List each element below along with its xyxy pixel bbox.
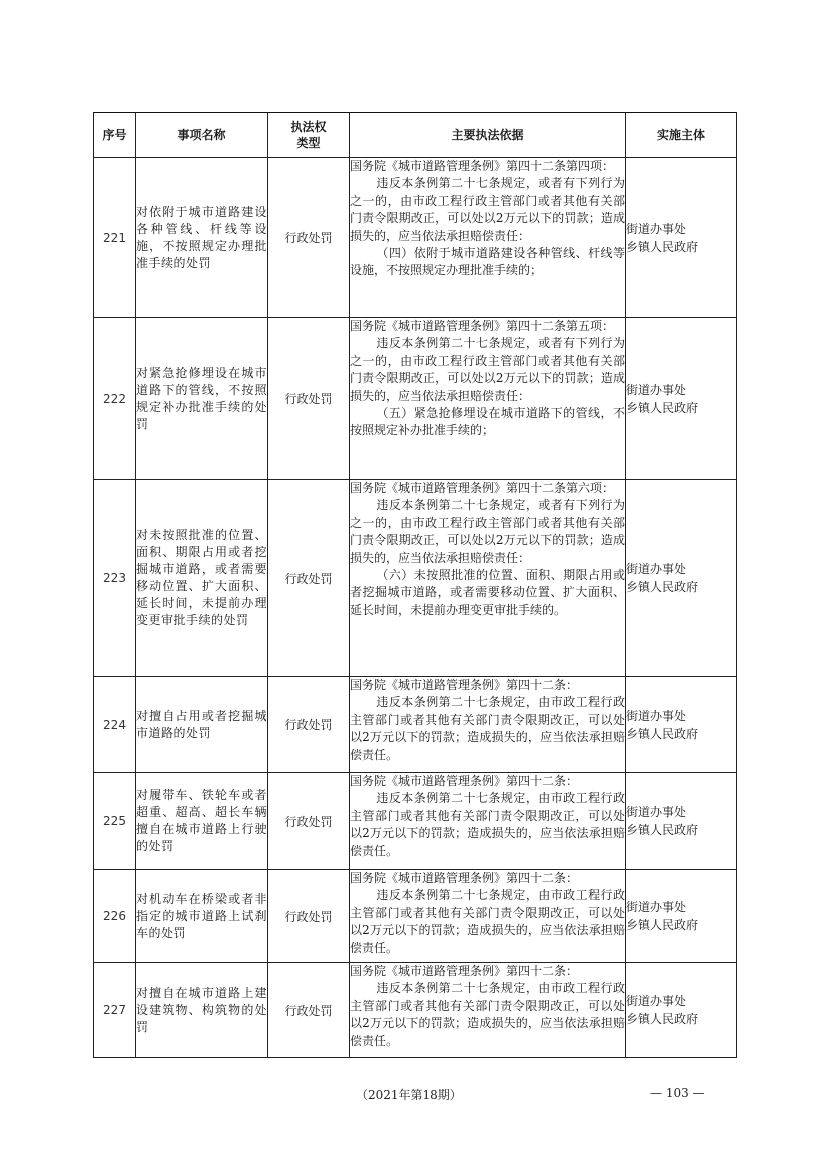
row-seq: 221 [94, 158, 136, 318]
page-number: — 103 — [650, 1086, 705, 1100]
row-type: 行政处罚 [268, 773, 350, 870]
subject-line2: 乡镇人民政府 [626, 918, 699, 932]
subject-line1: 街道办事处 [626, 708, 687, 723]
enforcement-table [93, 112, 737, 1058]
row-subject [626, 480, 737, 677]
subject-line2: 乡镇人民政府 [626, 1012, 699, 1026]
table-row [94, 158, 737, 318]
row-type: 行政处罚 [268, 870, 350, 963]
row-name: 对履带车、铁轮车或者超重、超高、超长车辆擅自在城市道路上行驶的处罚 [136, 773, 268, 870]
basis-source: 国务院《城市道路管理条例》第四十二条第五项： [350, 319, 615, 333]
row-name: 对擅自在城市道路上建设建筑物、构筑物的处罚 [136, 963, 268, 1058]
row-type: 行政处罚 [268, 480, 350, 677]
table-row [94, 318, 737, 480]
row-name: 对擅自占用或者挖掘城市道路的处罚 [136, 677, 268, 773]
row-type: 行政处罚 [268, 677, 350, 773]
row-seq: 224 [94, 677, 136, 773]
row-basis [350, 677, 626, 773]
subject-line2: 乡镇人民政府 [626, 726, 699, 741]
row-type: 行政处罚 [268, 158, 350, 318]
table-row [94, 870, 737, 963]
header-basis: 主要执法依据 [350, 113, 626, 158]
subject-line1: 街道办事处 [626, 900, 687, 914]
subject-line2: 乡镇人民政府 [626, 580, 699, 594]
table-row [94, 773, 737, 870]
header-type-line1: 执法权 [290, 120, 327, 134]
row-subject [626, 870, 737, 963]
basis-body: 违反本条例第二十七条规定，或者有下列行为之一的，由市政工程行政主管部门或者其他有关部门责令限期改正，可以处以2万元以下的罚款；造成损失的，应当依法承担赔偿责任： [350, 176, 625, 243]
basis-body: 违反本条例第二十七条规定，由市政工程行政主管部门或者其他有关部门责令限期改正，可以处以2万元以下的罚款；造成损失的，应当依法承担赔偿责任。 [350, 791, 625, 858]
subject-line1: 街道办事处 [626, 221, 687, 236]
row-basis [350, 963, 626, 1058]
basis-body: 违反本条例第二十七条规定，由市政工程行政主管部门或者其他有关部门责令限期改正，可以处以2万元以下的罚款；造成损失的，应当依法承担赔偿责任。 [350, 981, 625, 1048]
header-subject: 实施主体 [626, 113, 737, 158]
basis-body: 违反本条例第二十七条规定，由市政工程行政主管部门或者其他有关部门责令限期改正，可以处以2万元以下的罚款；造成损失的，应当依法承担赔偿责任。 [350, 695, 625, 762]
basis-source: 国务院《城市道路管理条例》第四十二条第四项： [350, 159, 615, 173]
subject-line1: 街道办事处 [626, 382, 687, 397]
subject-line1: 街道办事处 [626, 562, 687, 576]
header-type [268, 113, 350, 158]
row-seq: 226 [94, 870, 136, 963]
table-header-row [94, 113, 737, 158]
row-subject [626, 963, 737, 1058]
row-type: 行政处罚 [268, 963, 350, 1058]
row-seq: 225 [94, 773, 136, 870]
row-seq: 223 [94, 480, 136, 677]
subject-line2: 乡镇人民政府 [626, 823, 699, 837]
row-name: 对机动车在桥梁或者非指定的城市道路上试刹车的处罚 [136, 870, 268, 963]
table-row [94, 963, 737, 1058]
header-seq: 序号 [94, 113, 136, 158]
subject-line2: 乡镇人民政府 [626, 239, 699, 254]
row-subject [626, 677, 737, 773]
row-seq: 227 [94, 963, 136, 1058]
basis-body: 违反本条例第二十七条规定，或者有下列行为之一的，由市政工程行政主管部门或者其他有关部门责令限期改正，可以处以2万元以下的罚款；造成损失的，应当依法承担赔偿责任： [350, 498, 625, 565]
subject-line1: 街道办事处 [626, 994, 687, 1008]
header-type-line2: 类型 [296, 136, 321, 150]
row-type: 行政处罚 [268, 318, 350, 480]
header-name: 事项名称 [136, 113, 268, 158]
row-basis [350, 318, 626, 480]
basis-item: （四）依附于城市道路建设各种管线、杆线等设施，不按照规定办理批准手续的； [350, 246, 625, 278]
row-seq: 222 [94, 318, 136, 480]
row-name: 对未按照批准的位置、面积、期限占用或者挖掘城市道路，或者需要移动位置、扩大面积、延长时间，未提前办理变更审批手续的处罚 [136, 480, 268, 677]
table-row [94, 480, 737, 677]
basis-source: 国务院《城市道路管理条例》第四十二条第六项： [350, 481, 615, 495]
row-subject [626, 773, 737, 870]
row-subject [626, 158, 737, 318]
row-basis [350, 158, 626, 318]
subject-line2: 乡镇人民政府 [626, 400, 699, 415]
row-basis [350, 480, 626, 677]
row-basis [350, 870, 626, 963]
row-name: 对依附于城市道路建设各种管线、杆线等设施，不按照规定办理批准手续的处罚 [136, 158, 268, 318]
row-name: 对紧急抢修埋设在城市道路下的管线，不按照规定补办批准手续的处罚 [136, 318, 268, 480]
row-subject [626, 318, 737, 480]
basis-source: 国务院《城市道路管理条例》第四十二条： [350, 678, 579, 692]
basis-source: 国务院《城市道路管理条例》第四十二条： [350, 774, 579, 788]
basis-item: （六）未按照批准的位置、面积、期限占用或者挖掘城市道路，或者需要移动位置、扩大面积、延长时间，未提前办理变更审批手续的。 [350, 568, 625, 617]
issue-label: （2021年第18期） [356, 1088, 462, 1102]
basis-body: 违反本条例第二十七条规定，或者有下列行为之一的，由市政工程行政主管部门或者其他有关部门责令限期改正，可以处以2万元以下的罚款；造成损失的，应当依法承担赔偿责任： [350, 336, 625, 403]
table-row [94, 677, 737, 773]
basis-body: 违反本条例第二十七条规定，由市政工程行政主管部门或者其他有关部门责令限期改正，可以处以2万元以下的罚款；造成损失的，应当依法承担赔偿责任。 [350, 888, 625, 955]
basis-source: 国务院《城市道路管理条例》第四十二条： [350, 964, 579, 978]
subject-line1: 街道办事处 [626, 805, 687, 819]
basis-item: （五）紧急抢修埋设在城市道路下的管线，不按照规定补办批准手续的； [350, 406, 625, 438]
row-basis [350, 773, 626, 870]
basis-source: 国务院《城市道路管理条例》第四十二条： [350, 871, 579, 885]
